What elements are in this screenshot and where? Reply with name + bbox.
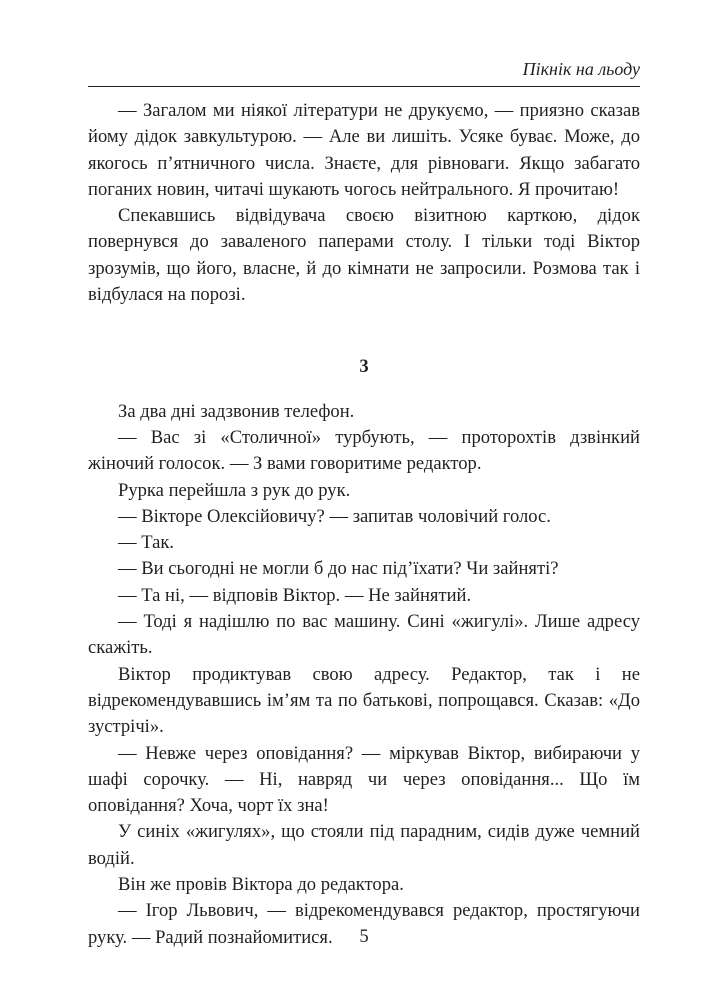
paragraph: — Тоді я надішлю по вас машину. Сині «жигулі». Лише адресу скажіть. — [88, 611, 640, 659]
body-text — [88, 98, 640, 951]
page-number: 5 — [359, 926, 369, 947]
paragraph: — Вікторе Олексійовичу? — запитав чоловічий голос. — [118, 505, 551, 527]
section-gap — [88, 308, 640, 354]
paragraph: — Так. — [118, 532, 175, 554]
paragraph: — Ви сьогодні не могли б до нас під’їхати? Чи зайняті? — [118, 558, 559, 580]
paragraph: Віктор продиктував свою адресу. Редактор, так і не відрекомендувавшись ім’ям та по батькові, попрощався. Сказав: «До зустрічі». — [88, 663, 640, 738]
paragraph: — Ігор Львович, — відрекомендувався редактор, простягуючи руку. — Радий познайомитися. — [88, 900, 640, 948]
header-rule — [88, 86, 640, 87]
paragraph: За два дні задзвонив телефон. — [118, 400, 355, 422]
paragraph: — Загалом ми ніякої літератури не друкуємо, — приязно сказав йому дідок завкультурою. — Але ви лишіть. Усяке буває. Може, до якогось п’ятничного числа. Знаєте, для рівноваги. Якщо забагато поганих новин, читачі шукають чогось нейтрального. Я прочитаю! — [88, 100, 640, 200]
paragraph: Спекавшись відвідувача своєю візитною карткою, дідок повернувся до заваленого паперами столу. І тільки тоді Віктор зрозумів, що його, власне, й до кімнати не запросили. Розмова так і відбулася на порозі. — [88, 205, 640, 306]
running-title: Пікнік на льоду — [522, 59, 640, 79]
paragraph: У синіх «жигулях», що стояли під парадним, сидів дуже чемний водій. — [88, 821, 640, 869]
paragraph: — Невже через оповідання? — міркував Віктор, вибираючи у шафі сорочку. — Ні, навряд чи через оповідання... Що їм оповідання? Хоча, чорт їх зна! — [88, 742, 640, 817]
paragraph: — Та ні, — відповів Віктор. — Не зайнятий. — [118, 584, 472, 606]
paragraph: — Вас зі «Столичної» турбують, — проторохтів дзвінкий жіночий голосок. — З вами говоритиме редактор. — [88, 426, 640, 475]
paragraph: Рурка перейшла з рук до рук. — [118, 479, 351, 501]
section-number: 3 — [359, 356, 369, 378]
paragraph: Він же провів Віктора до редактора. — [118, 874, 404, 896]
